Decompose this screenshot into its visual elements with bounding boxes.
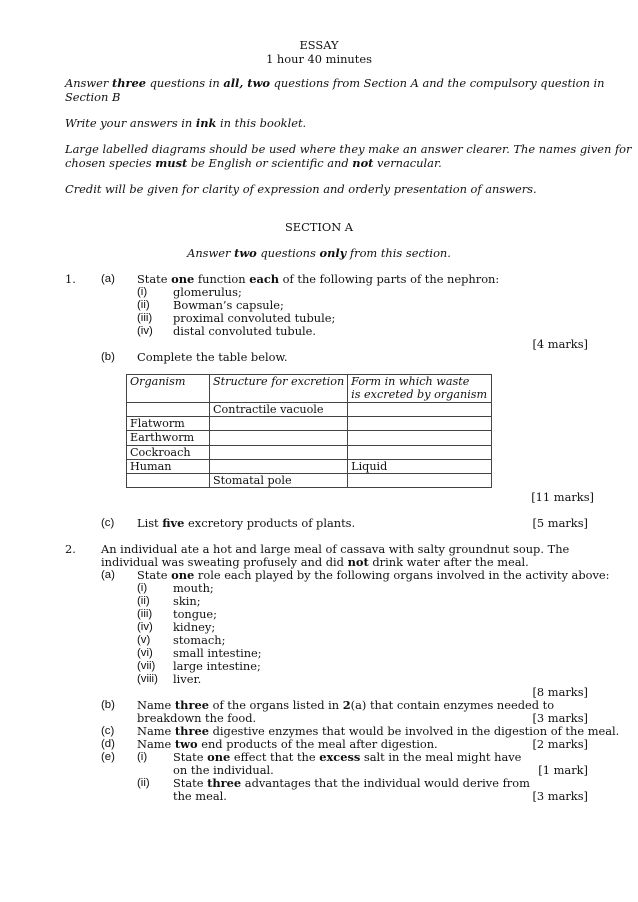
table-cell[interactable] <box>348 403 492 417</box>
q2d-text: Name two end products of the meal after digestion. <box>137 737 438 751</box>
table-cell[interactable] <box>210 459 348 473</box>
q2a-item-num: (i) <box>137 582 148 594</box>
q1c-label: (c) <box>101 517 115 529</box>
q2a-item-text: large intestine; <box>173 659 261 673</box>
q2a-item-text: mouth; <box>173 581 214 595</box>
table-row <box>127 417 492 431</box>
q2a-item-num: (viii) <box>137 673 158 685</box>
table-cell[interactable]: Earthworm <box>127 431 210 445</box>
table-cell[interactable] <box>348 417 492 431</box>
table-cell[interactable]: Contractile vacuole <box>210 403 348 417</box>
table-row <box>127 403 492 417</box>
section-a-title: SECTION A <box>284 220 354 234</box>
q1a-item-text: glomerulus; <box>173 285 242 299</box>
table-cell[interactable]: Stomatal pole <box>210 473 348 487</box>
q2c-label: (c) <box>101 725 115 737</box>
table-cell[interactable] <box>348 445 492 459</box>
table-row <box>127 459 492 473</box>
q2a-item-text: skin; <box>173 594 201 608</box>
q1a-text: State one function each of the following parts of the nephron: <box>137 272 500 286</box>
q1b-text: Complete the table below. <box>137 350 288 364</box>
table-row <box>127 431 492 445</box>
q2b-text-cont: breakdown the food. <box>137 711 257 725</box>
q2d-marks: [2 marks] <box>532 737 588 751</box>
q1c-text: List five excretory products of plants. <box>137 516 356 530</box>
section-a-instruction: Answer two questions only from this section. <box>187 246 451 260</box>
q2a-item-num: (vii) <box>137 660 156 672</box>
q2a-item-num: (ii) <box>137 595 150 607</box>
table-row <box>127 473 492 487</box>
instruction-2: Write your answers in ink in this booklet. <box>65 116 307 130</box>
q2b-marks: [3 marks] <box>532 711 588 725</box>
q2d-label: (d) <box>101 738 115 750</box>
q1a-label: (a) <box>101 273 115 285</box>
q2b-text: Name three of the organs listed in 2(a) that contain enzymes needed to <box>137 698 555 712</box>
q2-intro-line2: individual was sweating profusely and did not drink water after the meal. <box>101 555 529 569</box>
q2e-i-marks: [1 mark] <box>538 763 588 777</box>
q2a-item-text: tongue; <box>173 607 217 621</box>
exam-title: ESSAY <box>299 38 339 52</box>
q2a-item-text: kidney; <box>173 620 216 634</box>
excretion-table <box>126 374 492 488</box>
q2a-item-num: (v) <box>137 634 151 646</box>
q2a-text: State one role each played by the following organs involved in the activity above: <box>137 568 610 582</box>
q2e-i-label: (i) <box>137 751 148 763</box>
table-cell[interactable]: Liquid <box>348 459 492 473</box>
table-cell[interactable]: Flatworm <box>127 417 210 431</box>
q2e-ii-marks: [3 marks] <box>532 789 588 803</box>
table-cell[interactable] <box>210 445 348 459</box>
table-header-cell: Organism <box>127 375 210 403</box>
table-row <box>127 445 492 459</box>
q2e-label: (e) <box>101 751 115 763</box>
q1a-item-text: Bowman’s capsule; <box>173 298 284 312</box>
q1a-item-text: distal convoluted tubule. <box>173 324 317 338</box>
q2a-item-text: stomach; <box>173 633 226 647</box>
table-cell[interactable] <box>210 417 348 431</box>
question-1-number: 1. <box>65 272 76 286</box>
table-cell[interactable] <box>127 403 210 417</box>
q2a-item-num: (vi) <box>137 647 153 659</box>
q2a-item-num: (iv) <box>137 621 153 633</box>
q2a-item-text: small intestine; <box>173 646 262 660</box>
q2e-i-text: State one effect that the excess salt in the meal might have <box>173 750 522 764</box>
q2e-i-text-cont: on the individual. <box>173 763 274 777</box>
instruction-3: Large labelled diagrams should be used where they make an answer clearer. The names given for <box>65 142 632 156</box>
question-2-number: 2. <box>65 542 76 556</box>
table-cell[interactable] <box>348 473 492 487</box>
q2a-marks: [8 marks] <box>532 685 588 699</box>
q2e-ii-label: (ii) <box>137 777 150 789</box>
instruction-1: Answer three questions in all, two questions from Section A and the compulsory question in <box>65 76 605 90</box>
table-header-row <box>127 375 492 403</box>
instruction-1-cont: Section B <box>65 90 121 104</box>
table-cell[interactable] <box>210 431 348 445</box>
q2e-ii-text: State three advantages that the individual would derive from <box>173 776 530 790</box>
q1a-item-num: (ii) <box>137 299 150 311</box>
q2a-item-text: liver. <box>173 672 202 686</box>
q1a-item-num: (iii) <box>137 312 153 324</box>
q2b-label: (b) <box>101 699 115 711</box>
q1a-item-num: (iv) <box>137 325 153 337</box>
table-cell[interactable] <box>127 473 210 487</box>
q1a-item-num: (i) <box>137 286 148 298</box>
q2a-item-num: (iii) <box>137 608 153 620</box>
table-header-cell: Structure for excretion <box>210 375 348 403</box>
q1a-marks: [4 marks] <box>532 337 588 351</box>
q2c-text: Name three digestive enzymes that would be involved in the digestion of the meal. <box>137 724 620 738</box>
exam-duration: 1 hour 40 minutes <box>266 52 372 66</box>
q1b-label: (b) <box>101 351 115 363</box>
table-cell[interactable]: Human <box>127 459 210 473</box>
q2-intro-line1: An individual ate a hot and large meal of cassava with salty groundnut soup. The <box>101 542 570 556</box>
q2a-label: (a) <box>101 569 115 581</box>
table-header-cell: Form in which waste is excreted by organism <box>348 375 492 403</box>
q1b-marks: [11 marks] <box>531 490 594 504</box>
instruction-3-cont: chosen species must be English or scientific and not vernacular. <box>65 156 442 170</box>
instruction-4: Credit will be given for clarity of expression and orderly presentation of answers. <box>65 182 537 196</box>
table-cell[interactable] <box>348 431 492 445</box>
q1c-marks: [5 marks] <box>532 516 588 530</box>
q2e-ii-text-cont: the meal. <box>173 789 227 803</box>
q1a-item-text: proximal convoluted tubule; <box>173 311 336 325</box>
table-cell[interactable]: Cockroach <box>127 445 210 459</box>
